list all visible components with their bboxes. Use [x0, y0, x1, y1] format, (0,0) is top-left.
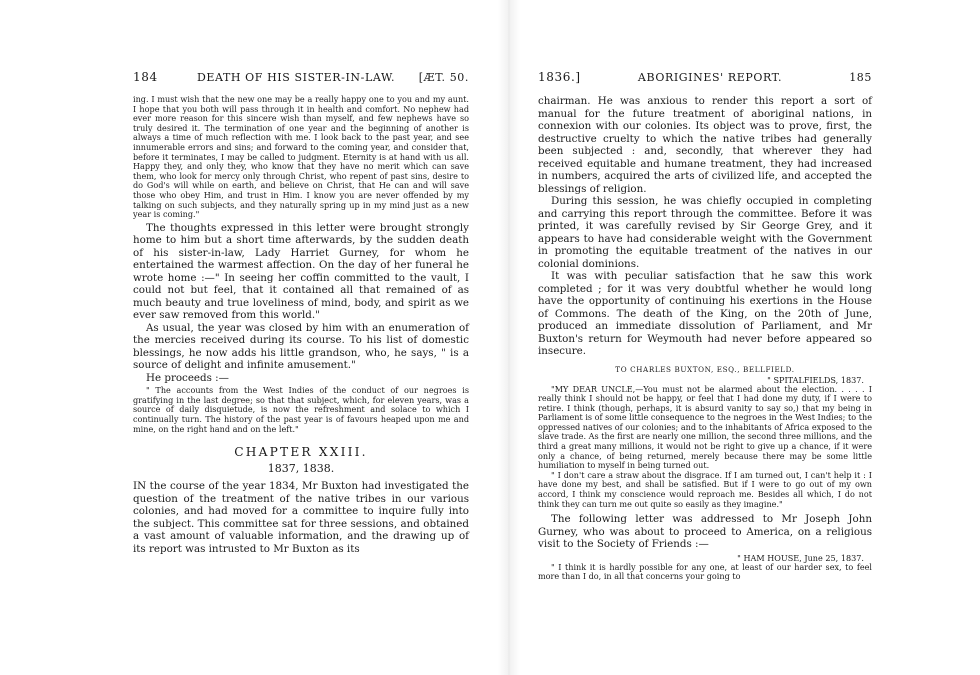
letter2-dateline: " HAM HOUSE, June 25, 1837. — [737, 552, 864, 563]
paragraph-satisfaction: It was with peculiar satisfaction that he saw this work completed ; for it was very doubtful whether he would long have the opportunity of continuing his exertions in the House of Commons. The death of the King, on the 20th of June, produced an immediate dissolution of Parliament, and Mr Buxton's return for Weymouth had never before appeared so insecure. — [538, 270, 872, 357]
right-page-number: 185 — [849, 71, 872, 84]
quote-west-indies: " The accounts from the West Indies of the conduct of our negroes is gratifying in the last degree; so that that subject, which, for eleven years, was a source of daily disquietude, is now the refreshment and solace to which I continually turn. The history of the past year is of favours heaped upon me and mine, on the right hand and on the left." — [133, 385, 469, 434]
right-running-head — [538, 70, 872, 88]
left-running-title: DEATH OF HIS SISTER-IN-LAW. — [196, 71, 396, 84]
chapter-heading: CHAPTER XXIII. — [234, 445, 368, 460]
right-page — [538, 70, 872, 582]
paragraph-thoughts: The thoughts expressed in this letter were brought strongly home to him but a short time afterwards, by the sudden death of his sister-in-law, Lady Harriet Gurney, for whom he entertained the warmest affection. On the day of her funeral he wrote home :—" In seeing her coffin committed to the vault, I could not but feel, that it contained all that remained of as much beauty and true loveliness of mind, body, and spirit as we ever saw removed from this world." — [133, 221, 469, 322]
left-running-head — [133, 70, 469, 88]
left-age-note: [ÆT. 50. — [418, 71, 469, 84]
letter-continued: ing. I must wish that the new one may be a really happy one to you and my aunt. I hope that you both will pass through it in health and comfort. No nephew had ever more reason for this sincere wish than myself, and few nephews have so truly desired it. The termination of one year and the beginning of another is always a time of much reflection with me. I look back to the past year, and see innumerable errors and sins; and forward to the coming year, and consider that, before it terminates, I may be called to judgment. Eternity is at hand with us all. Happy they, and only they, who know that they have no merit which can save them, who look for mercy only through Christ, who repent of past sins, desire to do God's will while on earth, and believe on Christ, that He can and will save those who obey Him, and trust in Him. I know you are never offended by my talking on such subjects, and they naturally spring up in my mind just as a new year is coming." — [133, 94, 469, 220]
left-page — [133, 70, 469, 555]
right-running-title: ABORIGINES' REPORT. — [637, 71, 783, 84]
paragraph-chapter-open: IN the course of the year 1834, Mr Buxton had investigated the question of the treatment of the native tribes in our various colonies, and had moved for a committee to inquire fully into the subject. This committee sat for three sessions, and obtained a vast amount of valuable information, and the drawing up of its report was intrusted to Mr Buxton as its — [133, 480, 469, 555]
letter1-body: "MY DEAR UNCLE,—You must not be alarmed about the election. . . . . I really think I should not be happy, or feel that I had done my duty, if I were to retire. I think (though, perhaps, it is absurd vanity to say so,) that my being in Parliament is of some little consequence to the negroes in the West Indies; to the oppressed natives of our colonies; and to the inhabitants of Africa exposed to the slave trade. As the first are nearly one million, the second three millions, and the third a great many millions, it would not be right to give up a chance, if it were only a chance, of being returned, merely because there may be some little humiliation to myself in being turned out. — [538, 383, 872, 471]
paragraph-session: During this session, he was chiefly occupied in completing and carrying this report through the committee. Before it was printed, it was carefully revised by Sir George Grey, and it appears to have had considerable weight with the Government in promoting the equitable treatment of the natives in our colonial dominions. — [538, 195, 872, 270]
left-page-number: 184 — [133, 70, 158, 84]
paragraph-proceeds: He proceeds :— — [146, 371, 229, 384]
letter1-addressee: TO CHARLES BUXTON, ESQ., BELLFIELD. — [615, 364, 795, 374]
letter1-dateline: " SPITALFIELDS, 1837. — [767, 374, 864, 385]
book-gutter — [498, 0, 520, 675]
paragraph-following: The following letter was addressed to Mr Joseph John Gurney, who was about to proceed to America, on a religious visit to the Society of Friends :— — [538, 513, 872, 551]
letter1-body-continued: " I don't care a straw about the disgrace. If I am turned out, I can't help it : I have done my best, and shall be satisfied. But if I were to go out of my own accord, I think my conscience would reproach me. Besides all which, I do not think they can turn me out quite so easily as they imagine." — [538, 469, 872, 509]
paragraph-usual: As usual, the year was closed by him with an enumeration of the mercies received during its course. To his list of domestic blessings, he now adds his little grandson, who, he says, " is a source of delight and infinite amusement." — [133, 321, 469, 372]
right-year-marker: 1836.] — [538, 70, 581, 84]
paragraph-chairman: chairman. He was anxious to render this report a sort of manual for the future treatment of aboriginal nations, in connexion with our colonies. Its object was to prove, first, the destructive cruelty to which the native tribes had generally been subjected : and, secondly, that wherever they had received equitable and humane treatment, they had increased in numbers, acquired the arts of civilized life, and accepted the blessings of religion. — [538, 95, 872, 195]
chapter-year: 1837, 1838. — [267, 462, 335, 476]
letter2-body: " I think it is hardly possible for any one, at least of our harder sex, to feel more than I do, in all that concerns your going to — [538, 561, 872, 582]
